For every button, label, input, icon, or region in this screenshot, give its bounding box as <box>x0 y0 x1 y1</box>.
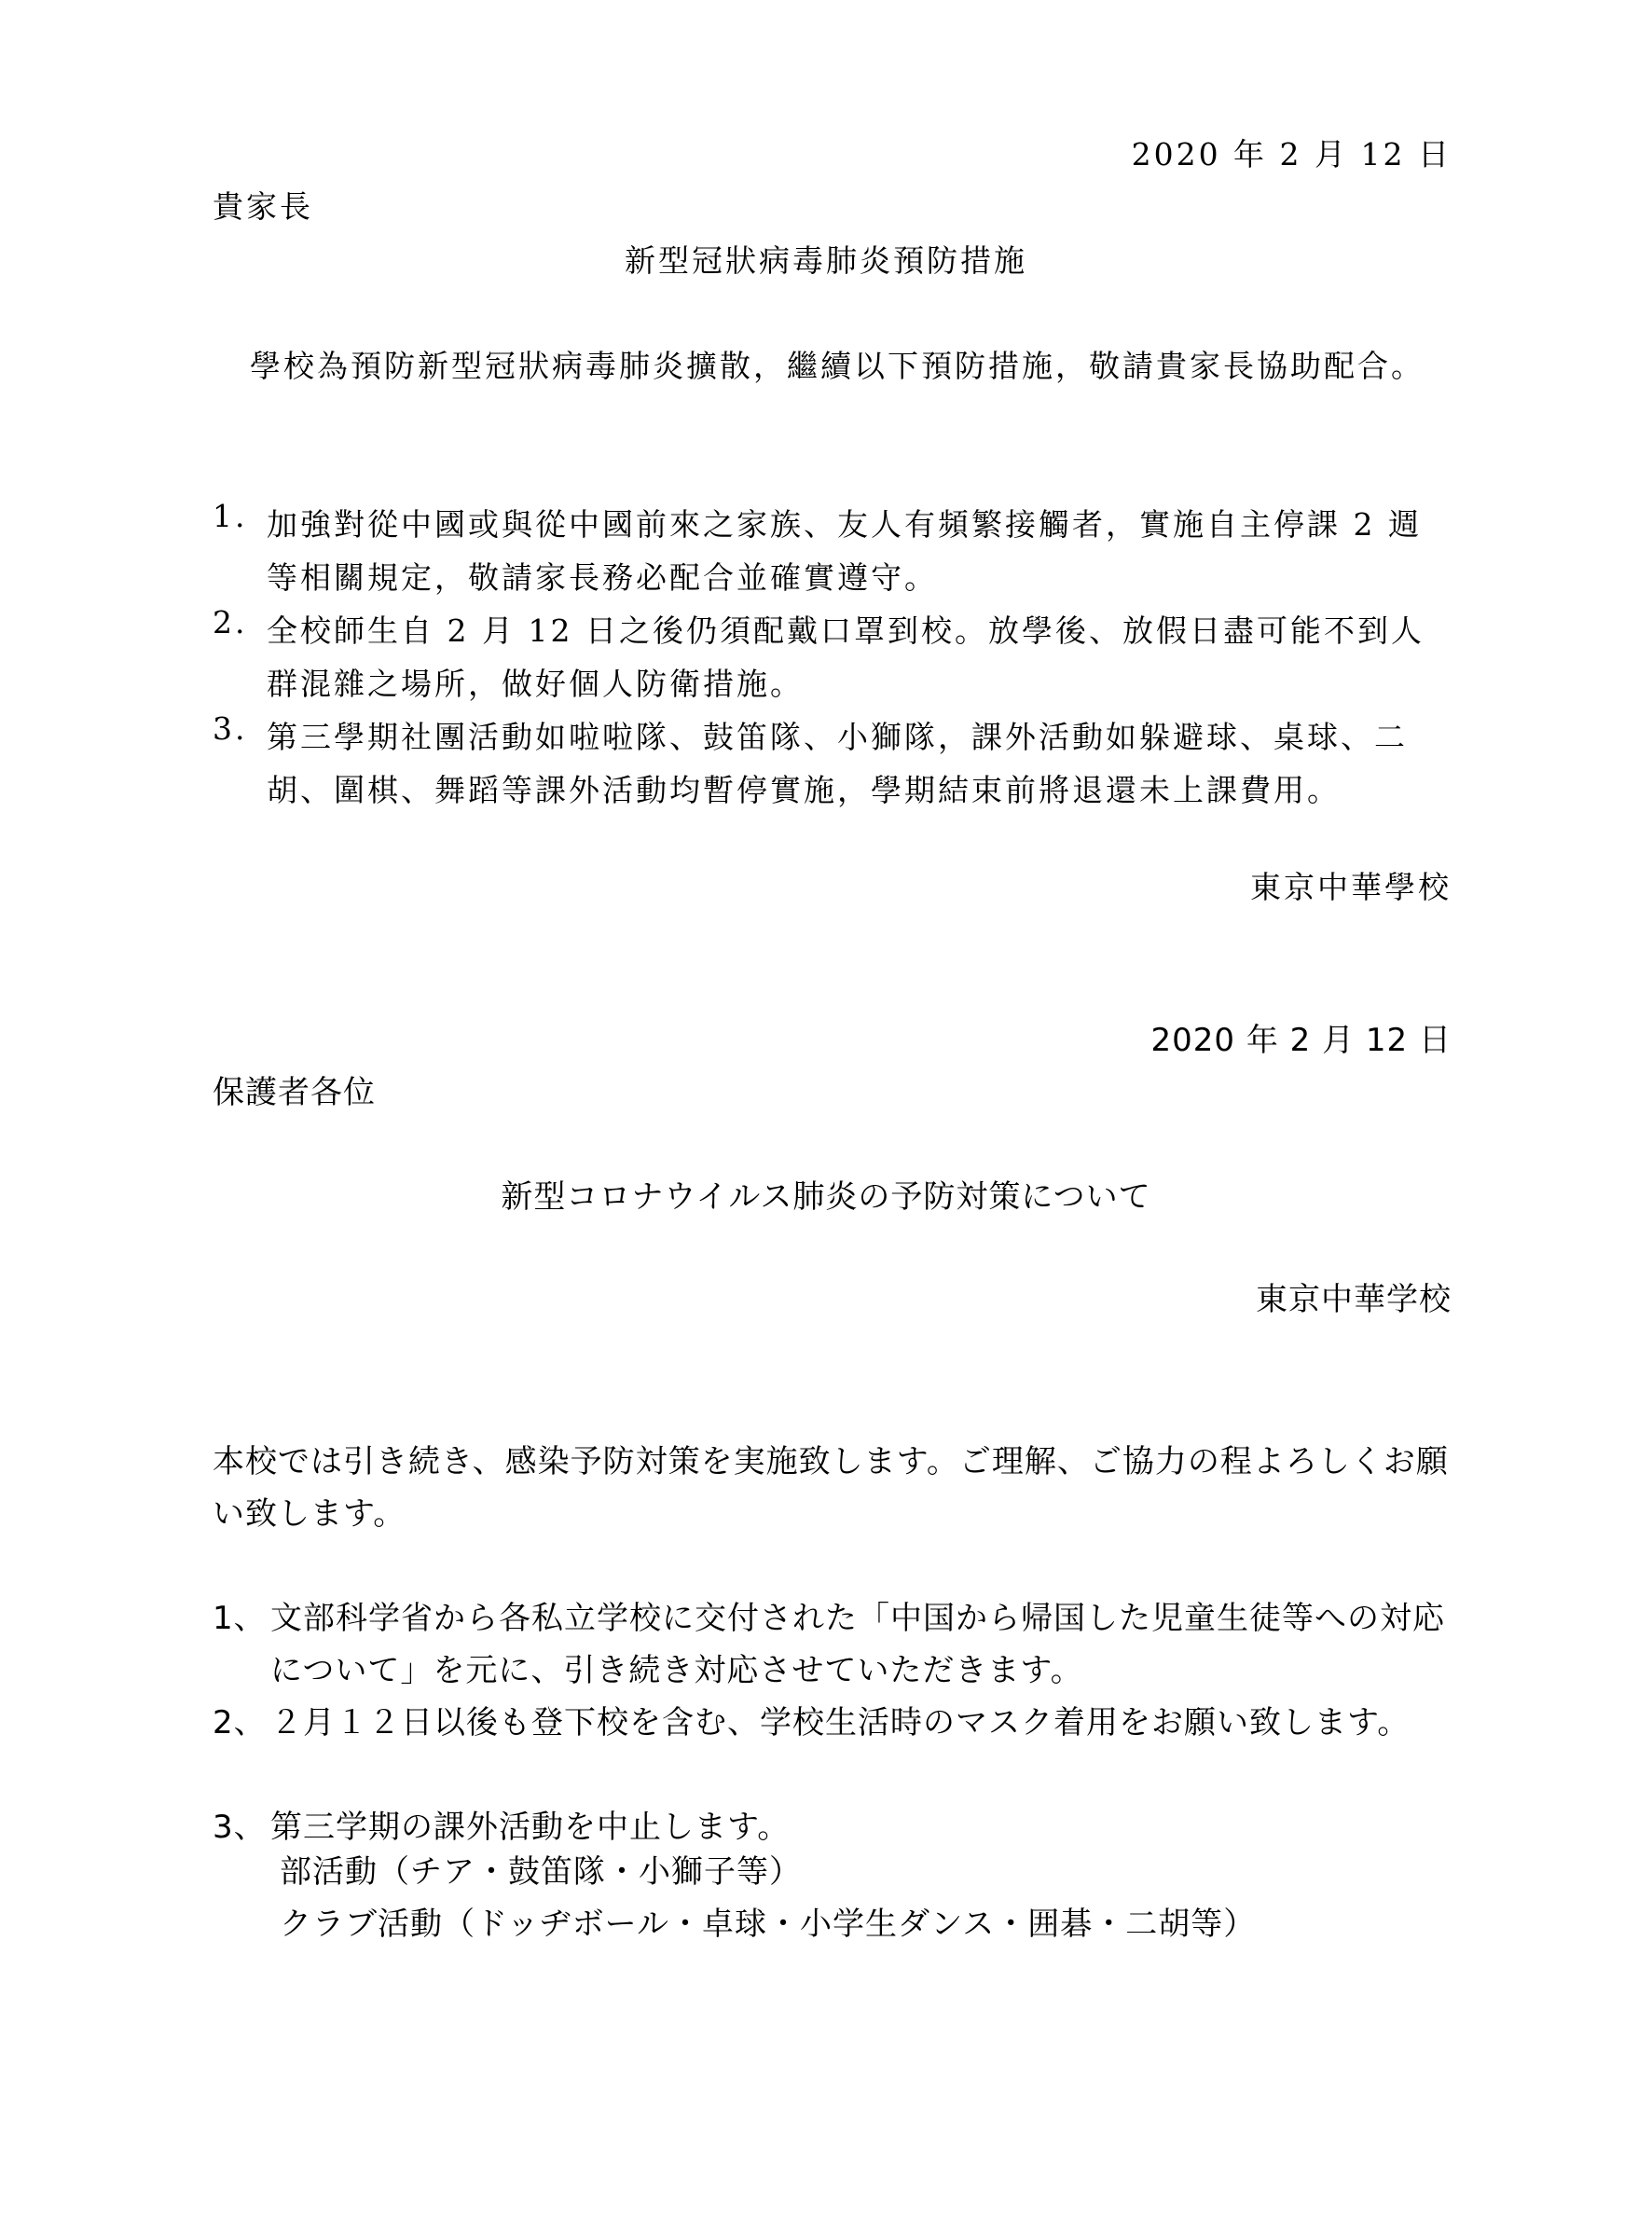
ja-list-item-2 <box>213 1697 1452 1749</box>
zh-intro: 學校為預防新型冠狀病毒肺炎擴散，繼續以下預防措施，敬請貴家長協助配合。 <box>250 348 1425 384</box>
ja-list-item-3 <box>213 1801 1452 1853</box>
zh-list-item-3 <box>213 710 1452 817</box>
zh-item-number: 3. <box>213 710 248 747</box>
zh-item-number: 1. <box>213 498 248 534</box>
ja-title: 新型コロナウイルス肺炎の予防対策について <box>501 1178 1151 1216</box>
ja-item-number: 3、 <box>213 1809 267 1846</box>
zh-title: 新型冠狀病毒肺炎預防措施 <box>625 242 1027 279</box>
ja-signature: 東京中華学校 <box>1256 1281 1452 1318</box>
ja-sub-item-2: クラブ活動（ドッヂボール・卓球・小学生ダンス・囲碁・二胡等） <box>280 1906 1257 1943</box>
zh-date: 2020 年 2 月 12 日 <box>1131 136 1452 172</box>
ja-item-text: 文部科学省から各私立学校に交付された「中国から帰国した児童生徒等への対応について」を元に、引き続き対応させていただきます。 <box>270 1600 1445 1689</box>
ja-intro: 本校では引き続き、感染予防対策を実施致します。ご理解、ご協力の程よろしくお願い致します。 <box>213 1443 1449 1533</box>
zh-salutation: 貴家長 <box>213 188 313 225</box>
ja-item-text: ２月１２日以後も登下校を含む、学校生活時のマスク着用をお願い致します。 <box>270 1704 1411 1741</box>
zh-item-text: 加強對從中國或與從中國前來之家族、友人有頻繁接觸者，實施自主停課 2 週等相關規定，敬請家長務必配合並確實遵守。 <box>267 506 1422 596</box>
ja-item-number: 1、 <box>213 1600 267 1637</box>
ja-item-number: 2、 <box>213 1704 267 1741</box>
zh-item-text: 第三學期社團活動如啦啦隊、鼓笛隊、小獅隊，課外活動如躲避球、桌球、二胡、圍棋、舞蹈等課外活動均暫停實施，學期結束前將退還未上課費用。 <box>267 719 1408 808</box>
zh-list-item-1 <box>213 498 1452 604</box>
zh-signature: 東京中華學校 <box>1250 869 1452 905</box>
ja-salutation: 保護者各位 <box>213 1074 376 1111</box>
ja-sub-item-1: 部活動（チア・鼓笛隊・小獅子等） <box>280 1853 802 1891</box>
zh-list-item-2 <box>213 604 1452 710</box>
ja-date: 2020 年 2 月 12 日 <box>1150 1022 1452 1059</box>
ja-item-text: 第三学期の課外活動を中止します。 <box>270 1809 791 1846</box>
ja-list-item-1 <box>213 1592 1452 1697</box>
zh-item-number: 2. <box>213 604 248 640</box>
zh-item-text: 全校師生自 2 月 12 日之後仍須配戴口罩到校。放學後、放假日盡可能不到人群混雜之場所，做好個人防衛措施。 <box>267 612 1425 702</box>
